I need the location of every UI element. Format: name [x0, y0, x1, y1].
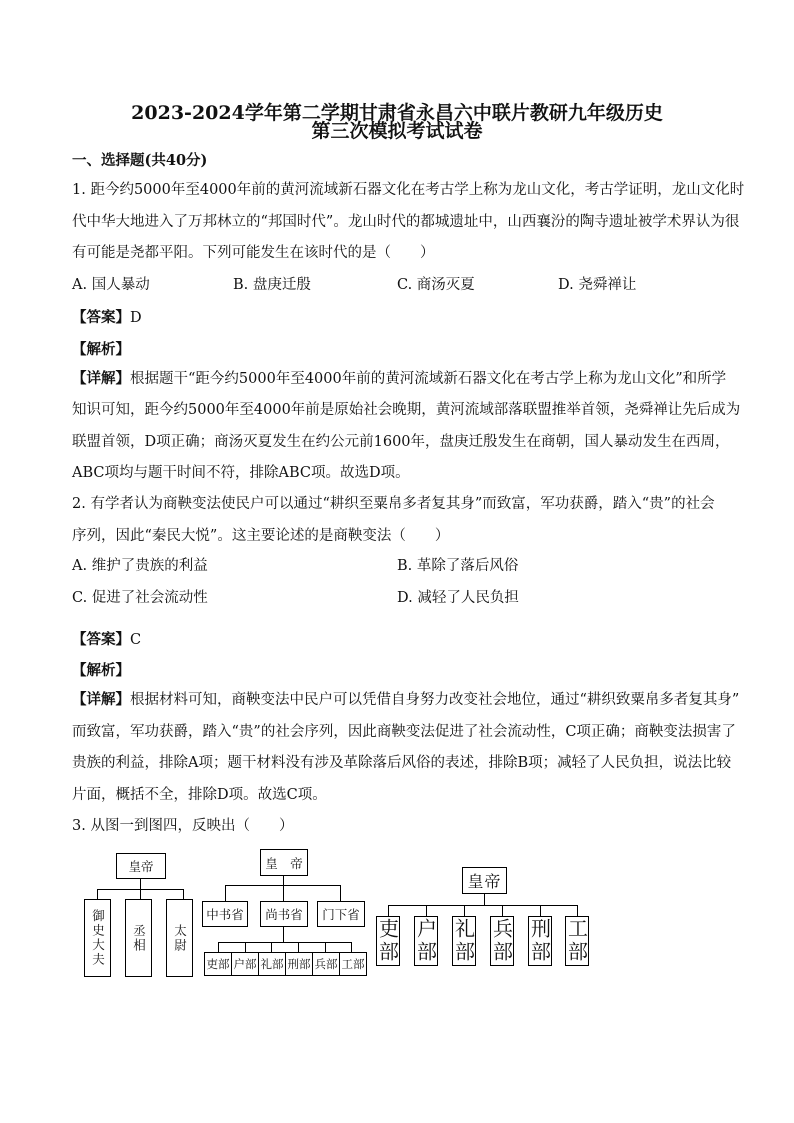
fig3-connector [426, 905, 427, 916]
fig2-connector [225, 885, 226, 901]
fig3-ministry-box: 工部 [564, 918, 589, 964]
q1-detail-line-1: 【详解】根据题干“距今约5000年至4000年前的黄河流域新石器文化在考古学上称为龙山文化”和所学 [72, 370, 727, 387]
q1-option-c: C. 商汤灭夏 [397, 277, 475, 293]
fig2-department-box: 尚书省 [260, 901, 308, 927]
fig2-ministry-box: 礼部 [258, 952, 286, 976]
fig3-connector [540, 905, 541, 916]
q2-stem-line-2: 序列，因此“秦民大悦”。这主要论述的是商鞅变法（ ） [72, 528, 450, 544]
fig2-ministry-box: 工部 [339, 952, 367, 976]
fig2-connector [351, 942, 352, 952]
q2-option-c: C. 促进了社会流动性 [72, 590, 208, 606]
q1-option-d: D. 尧舜禅让 [558, 277, 637, 293]
fig1-official-box: 丞相 [125, 899, 152, 977]
fig2-connector [245, 942, 246, 952]
q2-detail-line-3: 贵族的利益，排除A项；题干材料没有涉及革除落后风俗的表述，排除B项；减轻了人民负担，说法比较 [72, 755, 732, 771]
title-line-2: 第三次模拟考试试卷 [311, 120, 483, 142]
q1-analysis-label: 【解析】 [72, 341, 130, 358]
q1-answer: 【答案】D [72, 309, 142, 326]
fig2-department-box: 门下省 [317, 901, 365, 927]
fig1-connector [183, 889, 184, 899]
fig3-ministry-box: 刑部 [527, 918, 552, 964]
q2-option-b: B. 革除了落后风俗 [397, 558, 519, 574]
q1-detail-line-3: 联盟首领，D项正确；商汤灭夏发生在约公元前1600年，盘庚迁殷发生在商朝，国人暴动发生在西周， [72, 434, 730, 450]
fig1-connector [140, 879, 141, 889]
fig2-connector [283, 876, 284, 885]
q1-option-a: A. 国人暴动 [72, 277, 150, 293]
fig2-connector [298, 942, 299, 952]
fig3-connector [484, 894, 485, 905]
q3-stem: 3. 从图一到图四，反映出（ ） [72, 818, 294, 834]
fig2-connector [218, 942, 352, 943]
fig3-connector [502, 905, 503, 916]
q2-detail-line-4: 片面，概括不全，排除D项。故选C项。 [72, 787, 327, 803]
fig2-connector [218, 942, 219, 952]
fig2-connector [325, 942, 326, 952]
q2-option-a: A. 维护了贵族的利益 [72, 558, 208, 574]
fig1-connector [140, 889, 141, 899]
fig3-ministry-box: 兵部 [489, 918, 514, 964]
fig3-connector [577, 905, 578, 916]
q1-detail-line-4: ABC项均与题干时间不符，排除ABC项。故选D项。 [72, 465, 410, 481]
q1-option-b: B. 盘庚迁殷 [233, 277, 311, 293]
fig3-connector [388, 905, 577, 906]
q2-analysis-label: 【解析】 [72, 662, 130, 679]
fig2-connector [283, 885, 284, 901]
fig3-ministry-box: 户部 [413, 918, 438, 964]
fig2-emperor-box: 皇 帝 [260, 849, 308, 876]
q2-option-d: D. 减轻了人民负担 [397, 590, 519, 606]
fig2-ministry-box: 刑部 [285, 952, 313, 976]
q2-detail-line-1: 【详解】根据材料可知，商鞅变法中民户可以凭借自身努力改变社会地位，通过“耕织致粟帛多者复其身” [72, 691, 740, 708]
fig2-ministry-box: 吏部 [204, 952, 232, 976]
fig1-official-box: 御史大夫 [84, 899, 111, 977]
title-line-1: 2023-2024学年第二学期甘肃省永昌六中联片教研九年级历史 [131, 102, 663, 124]
fig2-department-box: 中书省 [202, 901, 248, 927]
q1-stem-line-2: 代中华大地进入了万邦林立的“邦国时代”。龙山时代的都城遗址中，山西襄汾的陶寺遗址被学术界认为很 [72, 214, 740, 230]
q1-detail-line-2: 知识可知，距今约5000年至4000年前是原始社会晚期，黄河流域部落联盟推举首领，尧舜禅让先后成为 [72, 402, 741, 418]
fig1-connector [97, 889, 98, 899]
fig2-connector [340, 885, 341, 901]
fig3-emperor-box: 皇帝 [462, 867, 507, 894]
q1-stem-line-1: 1. 距今约5000年至4000年前的黄河流域新石器文化在考古学上称为龙山文化，考古学证明，龙山文化时 [72, 182, 745, 198]
fig1-official-box: 太尉 [166, 899, 193, 977]
fig2-connector [283, 927, 284, 942]
fig3-ministry-box: 吏部 [375, 918, 400, 964]
fig3-connector [388, 905, 389, 916]
q2-stem-line-1: 2. 有学者认为商鞅变法使民户可以通过“耕织至粟帛多者复其身”而致富，军功获爵，踏入“贵”的社会 [72, 496, 715, 512]
q2-answer: 【答案】C [72, 631, 142, 648]
q2-detail-line-2: 而致富，军功获爵，踏入“贵”的社会序列，因此商鞅变法促进了社会流动性，C项正确；商鞅变法损害了 [72, 724, 736, 740]
fig2-connector [271, 942, 272, 952]
fig1-emperor-box: 皇帝 [116, 853, 166, 879]
fig2-ministry-box: 户部 [231, 952, 259, 976]
fig3-ministry-box: 礼部 [451, 918, 476, 964]
section-heading: 一、选择题(共40分) [72, 152, 208, 169]
fig2-ministry-box: 兵部 [312, 952, 340, 976]
fig3-connector [464, 905, 465, 916]
q1-stem-line-3: 有可能是尧都平阳。下列可能发生在该时代的是（ ） [72, 245, 435, 261]
